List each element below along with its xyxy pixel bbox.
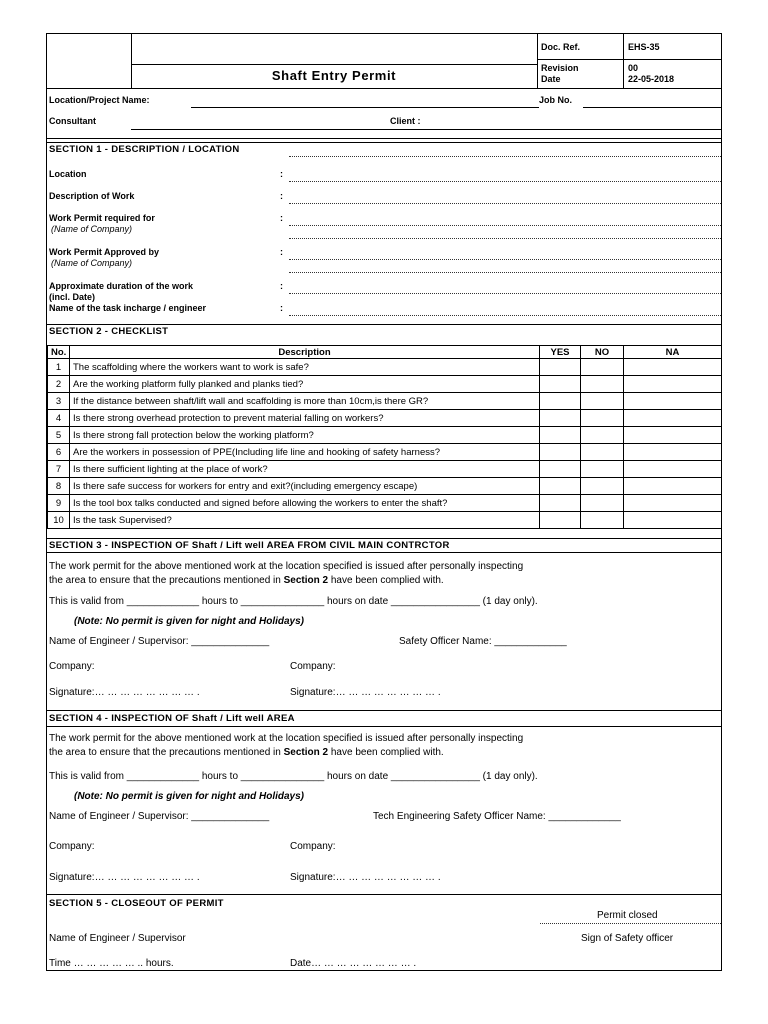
section4-heading-rule (47, 726, 721, 727)
yes-cell[interactable] (540, 410, 581, 427)
s1-company-hint: (Name of Company) (51, 224, 133, 234)
row-description: If the distance between shaft/lift wall and scaffolding is more than 10cm,is there GR? (70, 393, 540, 410)
s5-date-field[interactable]: Date… … … … … … … … . (290, 958, 417, 969)
permit-closed-field[interactable] (540, 923, 721, 924)
col-description: Description (70, 346, 540, 359)
checklist-row (48, 359, 722, 376)
s1-colon: : (280, 169, 283, 179)
row-description: Is the task Supervised? (70, 512, 540, 529)
yes-cell[interactable] (540, 461, 581, 478)
row-description: Is there sufficient lighting at the place of work? (70, 461, 540, 478)
no-cell[interactable] (581, 393, 624, 410)
yes-cell[interactable] (540, 427, 581, 444)
row-description: The scaffolding where the workers want to work is safe? (70, 359, 540, 376)
row-number: 10 (48, 512, 70, 529)
yes-cell[interactable] (540, 444, 581, 461)
na-cell[interactable] (624, 512, 722, 529)
s1-company-hint: (Name of Company) (51, 258, 133, 268)
s4-signature-left[interactable]: Signature:… … … … … … … … . (49, 872, 200, 883)
s1-incharge-field[interactable] (289, 315, 721, 316)
s1-description-label: Description of Work (49, 191, 135, 201)
row-description: Are the working platform fully planked and planks tied? (70, 376, 540, 393)
yes-cell[interactable] (540, 478, 581, 495)
na-cell[interactable] (624, 393, 722, 410)
s1-incl-date-label: (incl. Date) (49, 292, 96, 302)
s1-colon: : (280, 247, 283, 257)
job-no-field[interactable] (583, 107, 721, 108)
na-cell[interactable] (624, 478, 722, 495)
section3-heading-rule (47, 552, 721, 553)
job-no-label: Job No. (539, 95, 572, 105)
s1-colon: : (280, 303, 283, 313)
location-project-label: Location/Project Name: (49, 95, 150, 105)
checklist-row (48, 461, 722, 478)
col-no: No. (48, 346, 70, 359)
s1-description-field[interactable] (289, 203, 721, 204)
s4-safety-officer-name[interactable]: Tech Engineering Safety Officer Name: _____________ (373, 811, 621, 822)
section2-heading: SECTION 2 - CHECKLIST (49, 326, 169, 337)
s3-para-text-end: have been complied with. (328, 575, 444, 586)
row-number: 2 (48, 376, 70, 393)
na-cell[interactable] (624, 444, 722, 461)
no-cell[interactable] (581, 410, 624, 427)
s4-paragraph-line2 (49, 747, 444, 758)
s3-note: (Note: No permit is given for night and Holidays) (74, 616, 305, 627)
s4-valid-line[interactable]: This is valid from _____________ hours to _______________ hours on date ________________ (1 day only). (49, 771, 538, 782)
s4-company-right[interactable]: Company: (290, 841, 336, 852)
s4-section2-ref: Section 2 (283, 747, 329, 758)
no-cell[interactable] (581, 376, 624, 393)
s3-paragraph-line2 (49, 575, 444, 586)
section5-heading: SECTION 5 - CLOSEOUT OF PERMIT (49, 898, 224, 909)
doc-ref-value: EHS-35 (628, 42, 660, 52)
no-cell[interactable] (581, 359, 624, 376)
s3-company-right[interactable]: Company: (290, 661, 336, 672)
s4-paragraph-line1: The work permit for the above mentioned work at the location specified is issued after personally inspecting (49, 733, 524, 744)
project-rule-1 (47, 138, 721, 139)
row-description: Is there strong fall protection below the working platform? (70, 427, 540, 444)
s3-safety-officer-name[interactable]: Safety Officer Name: _____________ (399, 636, 567, 647)
s1-colon: : (280, 281, 283, 291)
checklist-header-row (48, 346, 722, 359)
s4-company-left[interactable]: Company: (49, 841, 95, 852)
date-label: Date (541, 74, 561, 84)
row-description: Is there strong overhead protection to prevent material falling on workers? (70, 410, 540, 427)
checklist-row (48, 393, 722, 410)
row-number: 9 (48, 495, 70, 512)
checklist-row (48, 478, 722, 495)
s3-engineer-name[interactable]: Name of Engineer / Supervisor: ______________ (49, 636, 270, 647)
yes-cell[interactable] (540, 376, 581, 393)
s1-permit-required-field-2[interactable] (289, 238, 721, 239)
na-cell[interactable] (624, 495, 722, 512)
no-cell[interactable] (581, 495, 624, 512)
header-bottom-rule (47, 88, 721, 89)
yes-cell[interactable] (540, 393, 581, 410)
s1-permit-required-field[interactable] (289, 225, 721, 226)
s1-permit-approved-field-2[interactable] (289, 272, 721, 273)
date-value: 22-05-2018 (628, 74, 675, 84)
checklist-row (48, 410, 722, 427)
s1-incharge-label: Name of the task incharge / engineer (49, 303, 207, 313)
checklist-row (48, 444, 722, 461)
s3-signature-left[interactable]: Signature:… … … … … … … … . (49, 687, 200, 698)
s1-colon: : (280, 191, 283, 201)
s3-section2-ref: Section 2 (283, 575, 329, 586)
section5-top-rule (47, 894, 721, 895)
page-title: Shaft Entry Permit (271, 68, 397, 83)
s1-permit-required-label: Work Permit required for (49, 213, 155, 223)
section1-heading: SECTION 1 - DESCRIPTION / LOCATION (49, 144, 240, 155)
header-divider-right (623, 34, 624, 88)
sign-safety-officer-label: Sign of Safety officer (581, 933, 674, 944)
permit-form (46, 33, 722, 971)
na-cell[interactable] (624, 427, 722, 444)
checklist-row (48, 512, 722, 529)
s1-location-field[interactable] (289, 181, 721, 182)
s3-valid-line[interactable]: This is valid from _____________ hours to _______________ hours on date ________________ (1 day only). (49, 596, 538, 607)
s4-engineer-name[interactable]: Name of Engineer / Supervisor: ______________ (49, 811, 270, 822)
row-number: 7 (48, 461, 70, 478)
doc-ref-label: Doc. Ref. (541, 42, 581, 52)
col-no-answer: NO (581, 346, 624, 359)
yes-cell[interactable] (540, 359, 581, 376)
checklist-row (48, 495, 722, 512)
s3-para-text: the area to ensure that the precautions mentioned in (49, 575, 284, 586)
checklist-table (47, 345, 722, 529)
col-yes: YES (540, 346, 581, 359)
na-cell[interactable] (624, 376, 722, 393)
s5-time-field[interactable]: Time … … … … … .. hours. (49, 958, 174, 969)
row-description: Is there safe success for workers for entry and exit?(including emergency escape) (70, 478, 540, 495)
s1-permit-approved-label: Work Permit Approved by (49, 247, 160, 257)
row-description: Is the tool box talks conducted and signed before allowing the workers to enter the shaft? (70, 495, 540, 512)
s4-para-text-end: have been complied with. (328, 747, 444, 758)
section3-top-rule (47, 538, 721, 539)
s1-line-header[interactable] (289, 156, 721, 157)
revision-value: 00 (628, 63, 639, 73)
col-na: NA (624, 346, 722, 359)
project-rule-2 (47, 142, 721, 143)
s1-duration-label: Approximate duration of the work (49, 281, 194, 291)
s3-company-left[interactable]: Company: (49, 661, 95, 672)
row-number: 4 (48, 410, 70, 427)
consultant-field[interactable] (131, 129, 721, 130)
checklist-row (48, 427, 722, 444)
na-cell[interactable] (624, 410, 722, 427)
header-divider-mid (537, 34, 538, 88)
no-cell[interactable] (581, 461, 624, 478)
row-number: 3 (48, 393, 70, 410)
row-description: Are the workers in possession of PPE(Including life line and hooking of safety harness? (70, 444, 540, 461)
location-project-field[interactable] (191, 107, 539, 108)
consultant-label: Consultant (49, 116, 96, 126)
permit-closed-label: Permit closed (597, 910, 658, 921)
row-number: 8 (48, 478, 70, 495)
section4-heading: SECTION 4 - INSPECTION OF Shaft / Lift well AREA (49, 713, 295, 724)
s1-permit-approved-field[interactable] (289, 259, 721, 260)
no-cell[interactable] (581, 444, 624, 461)
row-number: 6 (48, 444, 70, 461)
s1-duration-field[interactable] (289, 293, 721, 294)
s4-note: (Note: No permit is given for night and Holidays) (74, 791, 305, 802)
header-ref-rule (537, 59, 721, 60)
s4-para-text: the area to ensure that the precautions mentioned in (49, 747, 284, 758)
yes-cell[interactable] (540, 495, 581, 512)
checklist-row (48, 376, 722, 393)
s5-engineer-label: Name of Engineer / Supervisor (49, 933, 186, 944)
section3-heading: SECTION 3 - INSPECTION OF Shaft / Lift well AREA FROM CIVIL MAIN CONTRCTOR (49, 540, 450, 551)
client-label: Client : (390, 116, 421, 126)
s1-colon: : (280, 213, 283, 223)
no-cell[interactable] (581, 512, 624, 529)
no-cell[interactable] (581, 427, 624, 444)
revision-label: Revision (541, 63, 579, 73)
row-number: 5 (48, 427, 70, 444)
row-number: 1 (48, 359, 70, 376)
s3-paragraph-line1: The work permit for the above mentioned work at the location specified is issued after personally inspecting (49, 561, 524, 572)
yes-cell[interactable] (540, 512, 581, 529)
s3-signature-right[interactable]: Signature:… … … … … … … … . (290, 687, 441, 698)
header-title-rule (131, 64, 537, 65)
s1-location-label: Location (49, 169, 87, 179)
no-cell[interactable] (581, 478, 624, 495)
na-cell[interactable] (624, 359, 722, 376)
s4-signature-right[interactable]: Signature:… … … … … … … … . (290, 872, 441, 883)
section4-top-rule (47, 710, 721, 711)
section1-bottom-rule (47, 324, 721, 325)
na-cell[interactable] (624, 461, 722, 478)
